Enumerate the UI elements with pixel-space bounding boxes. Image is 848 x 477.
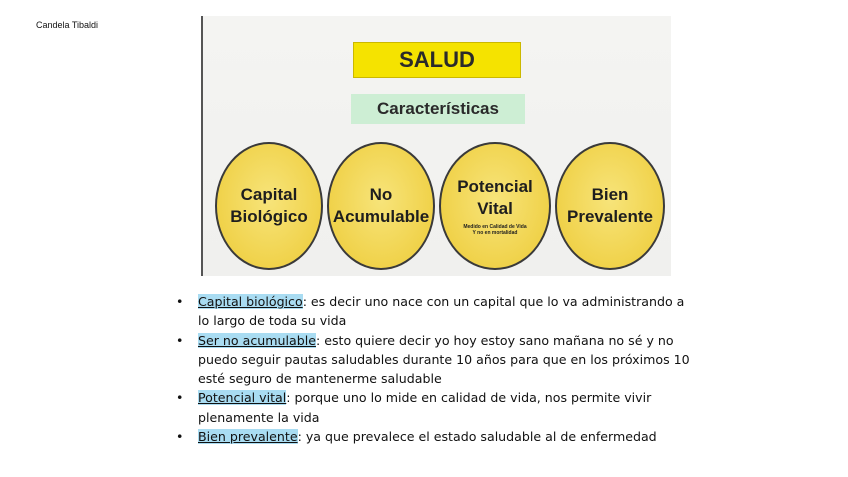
bullet-text: : ya que prevalece el estado saludable al de enfermedad (297, 429, 657, 445)
list-item (176, 292, 696, 331)
bullet-text: : esto quiere decir yo hoy estoy sano mañana no sé y no puedo seguir pautas saludables durante 10 años para que en los próximos 10 esté seguro de mantenerme saludable (198, 332, 690, 387)
ellipse-potencial-vital (439, 142, 551, 270)
bullet-dot-icon: • (176, 294, 184, 309)
list-item (176, 388, 696, 427)
ellipse-capital-biologico (215, 142, 323, 270)
ellipse-no-acumulable (327, 142, 435, 270)
ellipse-bien-prevalente (555, 142, 665, 270)
term-highlight: Capital biológico (198, 294, 303, 309)
slide-title: SALUD (353, 42, 521, 78)
ellipse-label: Capital Biológico (230, 185, 308, 226)
bullet-dot-icon: • (176, 429, 184, 445)
slide-image (201, 16, 671, 276)
term-highlight: Ser no acumulable (198, 332, 316, 348)
bullet-text: : porque uno lo mide en calidad de vida, nos permite vivir plenamente la vida (198, 390, 652, 425)
list-item (176, 331, 696, 389)
ellipse-label: Potencial Vital (457, 177, 533, 218)
bullet-dot-icon: • (176, 390, 184, 406)
bullet-text: : es decir uno nace con un capital que lo va administrando a lo largo de toda su vida (198, 294, 685, 329)
bullet-list (176, 292, 696, 446)
list-item (176, 427, 696, 446)
term-highlight: Potencial vital (198, 390, 287, 406)
bullet-dot-icon: • (176, 332, 184, 348)
slide-subtitle: Características (351, 94, 525, 124)
ellipse-note: Medido en Calidad de Vida Y no en mortalidad (463, 224, 527, 236)
ellipse-label: No Acumulable (332, 185, 430, 226)
author-name: Candela Tibaldi (36, 20, 99, 30)
term-highlight: Bien prevalente (198, 429, 298, 445)
ellipse-label: Bien Prevalente (567, 185, 653, 226)
